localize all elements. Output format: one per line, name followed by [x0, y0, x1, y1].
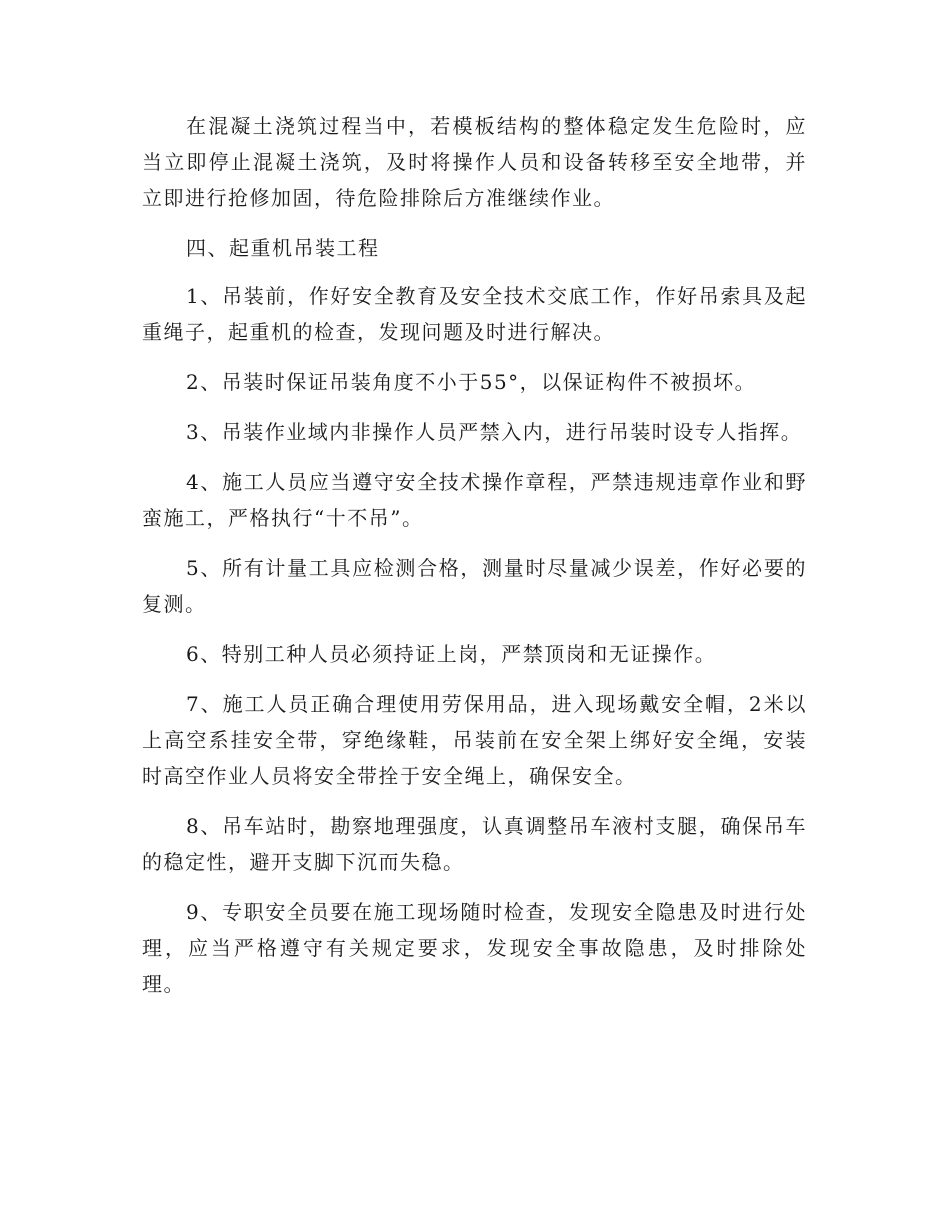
document-page: [142, 108, 807, 1016]
paragraph-item-6: 6、特别工种人员必须持证上岗，严禁顶岗和无证操作。: [186, 642, 717, 666]
paragraph-item-5: 5、所有计量工具应检测合格，测量时尽量减少误差，作好必要的复测。: [142, 556, 807, 616]
paragraph-item-9: 9、专职安全员要在施工现场随时检查，发现安全隐患及时进行处理，应当严格遵守有关规定要求，发现安全事故隐患，及时排除处理。: [142, 900, 807, 996]
section-heading-crane-lifting: 四、起重机吊装工程: [186, 236, 380, 260]
paragraph-item-7: 7、施工人员正确合理使用劳保用品，进入现场戴安全帽，2米以上高空系挂安全带，穿绝缘鞋，吊装前在安全架上绑好安全绳，安装时高空作业人员将安全带拴于安全绳上，确保安全。: [142, 692, 807, 788]
paragraph-item-2: 2、吊装时保证吊装角度不小于55°，以保证构件不被损坏。: [186, 370, 757, 394]
paragraph-concrete-pouring: 在混凝土浇筑过程当中，若模板结构的整体稳定发生危险时，应当立即停止混凝土浇筑，及时将操作人员和设备转移至安全地带，并立即进行抢修加固，待危险排除后方准继续作业。: [142, 114, 807, 210]
paragraph-item-3: 3、吊装作业域内非操作人员严禁入内，进行吊装时设专人指挥。: [186, 420, 803, 444]
paragraph-item-8: 8、吊车站时，勘察地理强度，认真调整吊车液村支腿，确保吊车的稳定性，避开支脚下沉而失稳。: [142, 814, 807, 874]
paragraph-item-4: 4、施工人员应当遵守安全技术操作章程，严禁违规违章作业和野蛮施工，严格执行“十不吊”。: [142, 470, 807, 530]
paragraph-item-1: 1、吊装前，作好安全教育及安全技术交底工作，作好吊索具及起重绳子，起重机的检查，发现问题及时进行解决。: [142, 284, 807, 344]
